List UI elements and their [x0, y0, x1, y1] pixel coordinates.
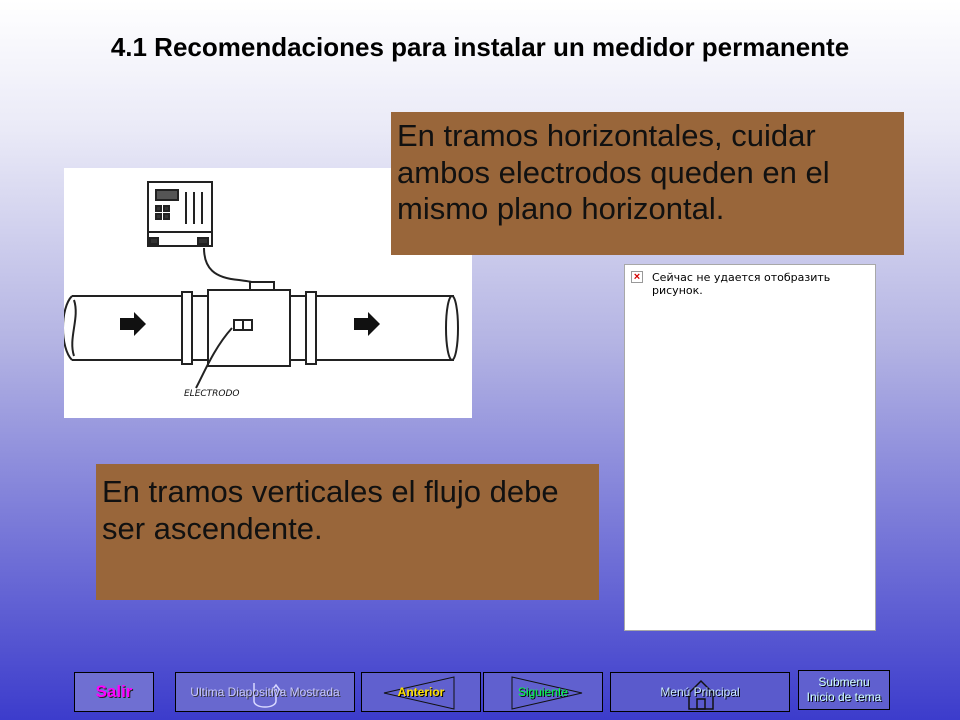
- last-slide-viewed-label: Ultima Diapositiva Mostrada: [190, 685, 340, 699]
- submenu-label-line2: Inicio de tema: [806, 690, 882, 704]
- salir-button[interactable]: [74, 672, 154, 712]
- main-menu-button[interactable]: [610, 672, 790, 712]
- vertical-recommendation-text: En tramos verticales el flujo debe ser ascendente.: [102, 474, 559, 546]
- slide-title: 4.1 Recomendaciones para instalar un medidor permanente: [110, 32, 850, 62]
- horizontal-recommendation-text: En tramos horizontales, cuidar ambos electrodos queden en el mismo plano horizontal.: [397, 118, 830, 227]
- next-button[interactable]: [483, 672, 603, 712]
- salir-label: Salir: [95, 682, 133, 701]
- broken-image-message: Сейчас не удается отобразить рисунок.: [652, 271, 831, 297]
- vertical-recommendation-box: [96, 464, 599, 600]
- horizontal-recommendation-box: [391, 112, 904, 255]
- previous-button[interactable]: [361, 672, 481, 712]
- main-menu-label: Menú Principal: [660, 685, 740, 699]
- broken-image-placeholder: [624, 264, 876, 631]
- last-slide-viewed-button[interactable]: [175, 672, 355, 712]
- submenu-label-line1: Submenu: [818, 675, 870, 689]
- next-label: Siguiente: [517, 685, 569, 699]
- broken-image-icon: ×: [631, 271, 643, 283]
- electrode-label: ELECTRODO: [184, 389, 240, 399]
- previous-label: Anterior: [397, 685, 445, 699]
- submenu-button[interactable]: [798, 670, 890, 710]
